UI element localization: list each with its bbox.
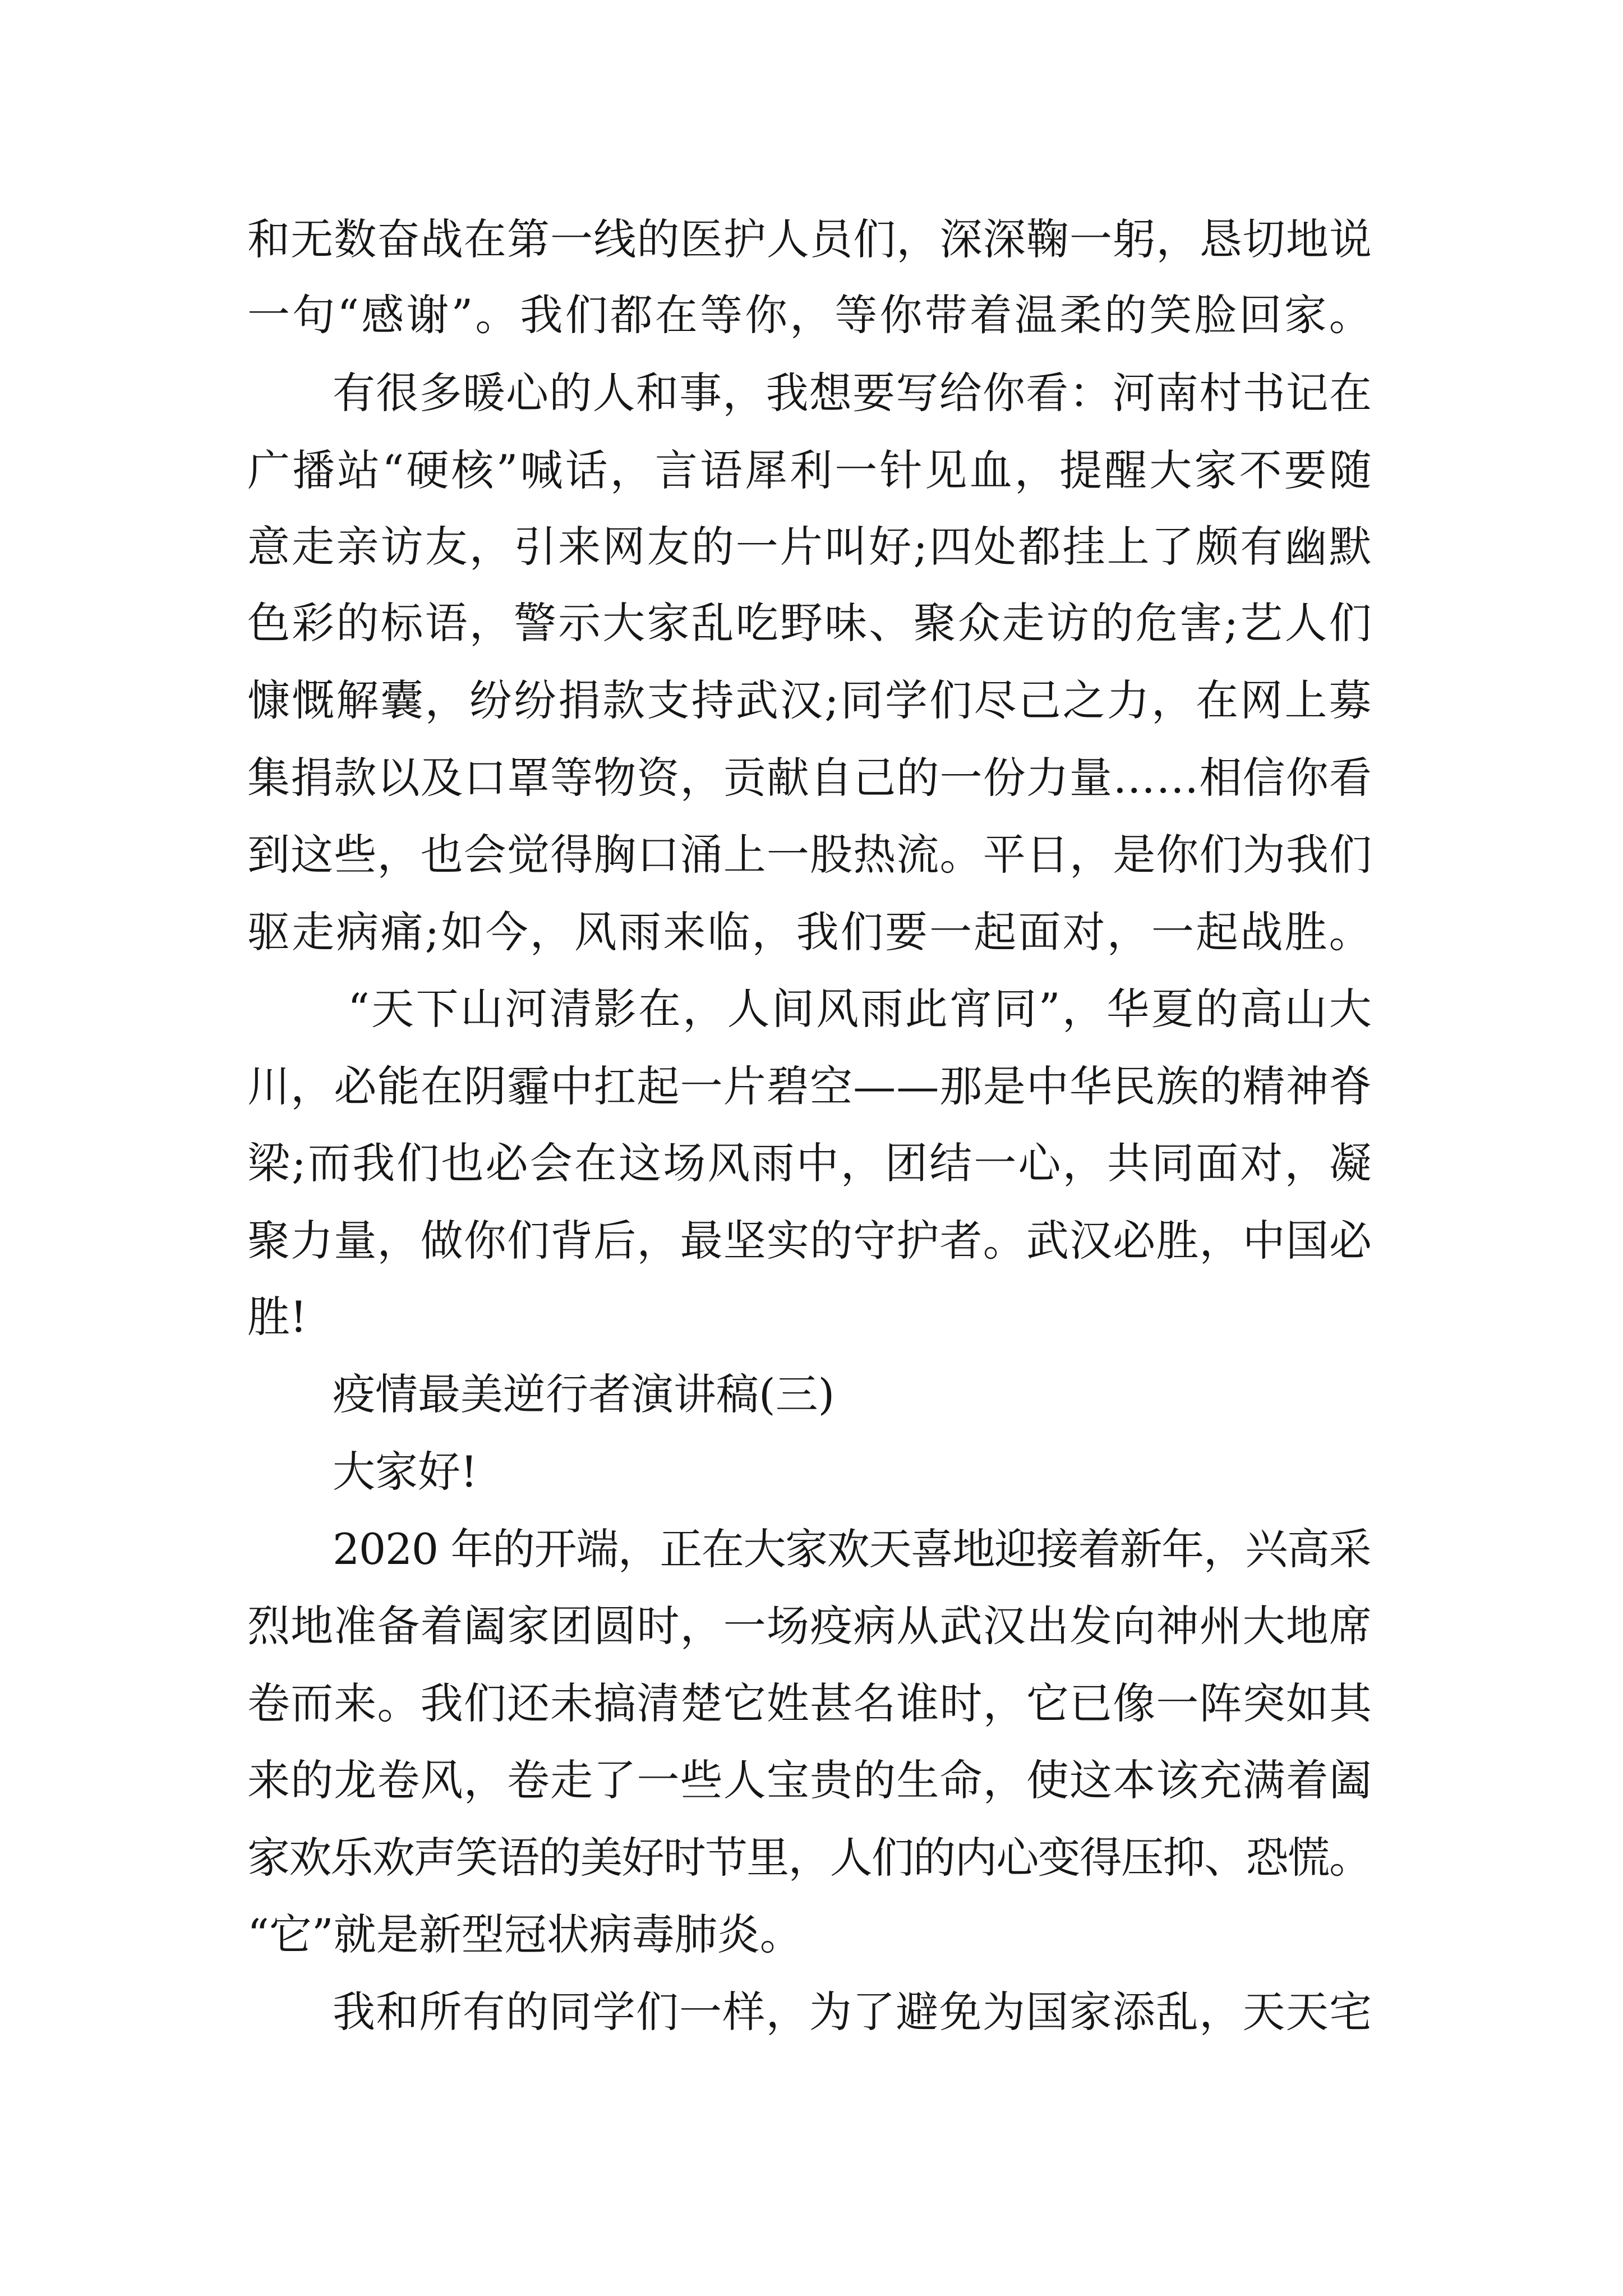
body-line: “它”就是新型冠状病毒肺炎。: [247, 1910, 803, 1959]
body-line: 集捐款以及口罩等物资，贡献自己的一份力量……相信你看: [247, 753, 1373, 803]
body-line: 家欢乐欢声笑语的美好时节里，人们的内心变得压抑、恐慌。: [247, 1833, 1371, 1883]
greeting-line: 大家好!: [333, 1447, 478, 1497]
body-line: 2020 年的开端，正在大家欢天喜地迎接着新年，兴高采: [333, 1524, 1371, 1574]
body-line: 有很多暖心的人和事，我想要写给你看：河南村书记在: [333, 368, 1373, 418]
body-line: 我和所有的同学们一样，为了避免为国家添乱，天天宅: [333, 1987, 1373, 2037]
body-line: 一句“感谢”。我们都在等你，等你带着温柔的笑脸回家。: [247, 290, 1374, 340]
body-line: 慷慨解囊，纷纷捐款支持武汉;同学们尽己之力，在网上募: [247, 675, 1373, 725]
body-line: 和无数奋战在第一线的医护人员们，深深鞠一躬，恳切地说: [247, 214, 1373, 264]
body-line: 聚力量，做你们背后，最坚实的守护者。武汉必胜，中国必: [247, 1216, 1373, 1266]
section-heading: 疫情最美逆行者演讲稿(三): [333, 1369, 835, 1419]
body-line: 广播站“硬核”喊话，言语犀利一针见血，提醒大家不要随: [247, 445, 1374, 495]
body-line: 烈地准备着阖家团圆时，一场疫病从武汉出发向神州大地席: [247, 1601, 1373, 1651]
body-line: 卷而来。我们还未搞清楚它姓甚名谁时，它已像一阵突如其: [247, 1678, 1373, 1728]
body-line: 川，必能在阴霾中扛起一片碧空——那是中华民族的精神脊: [247, 1061, 1373, 1111]
body-line: 色彩的标语，警示大家乱吃野味、聚众走访的危害;艺人们: [247, 598, 1373, 648]
body-line: 胜!: [247, 1292, 307, 1342]
body-line: 梁;而我们也必会在这场风雨中，团结一心，共同面对，凝: [247, 1138, 1373, 1188]
body-line: 意走亲访友，引来网友的一片叫好;四处都挂上了颇有幽默: [247, 522, 1373, 572]
body-line: 到这些，也会觉得胸口涌上一股热流。平日，是你们为我们: [247, 830, 1373, 880]
body-line: “天下山河清影在，人间风雨此宵同”，华夏的高山大: [348, 984, 1374, 1034]
body-line: 来的龙卷风，卷走了一些人宝贵的生命，使这本该充满着阖: [247, 1755, 1373, 1805]
body-line: 驱走病痛;如今，风雨来临，我们要一起面对，一起战胜。: [247, 907, 1373, 957]
